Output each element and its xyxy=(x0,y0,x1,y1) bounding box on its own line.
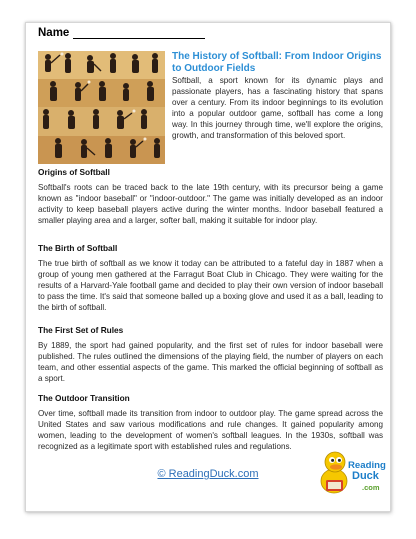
softball-players-picture xyxy=(38,51,165,164)
logo-text-duck: Duck xyxy=(352,470,379,482)
logo-text-reading: Reading xyxy=(348,460,386,471)
section-origins xyxy=(38,167,383,226)
softball-illustration xyxy=(38,51,165,164)
name-blank-line[interactable] xyxy=(73,28,205,39)
readingduck-link[interactable]: © ReadingDuck.com xyxy=(157,468,259,480)
section-outdoor-transition xyxy=(38,393,383,452)
section-body: Softball's roots can be traced back to the late 19th century, with its precursor being a game known as "indoor baseball" or "indoor-outdoor." The game was initially developed as an indoor activity to keep baseball players active during the winter months. Indoor baseball featured a smaller playing area and a larger, softer ball, making it suitable for indoor play. xyxy=(38,183,383,226)
name-label: Name xyxy=(38,27,70,39)
section-heading: The Outdoor Transition xyxy=(38,393,130,403)
readingduck-logo[interactable] xyxy=(318,447,388,499)
section-body: Over time, softball made its transition from indoor to outdoor play. The game spread across the United States and saw various modifications and rule changes. It gained popularity among women, leading to the development of women's softball leagues. In the 1930s, softball was recognized as a legitimate sport with established rules and regulations. xyxy=(38,409,383,452)
article-title: The History of Softball: From Indoor Origins to Outdoor Fields xyxy=(172,51,382,74)
section-body: By 1889, the sport had gained popularity, and the first set of rules for indoor baseball were published. The rules outlined the dimensions of the playing field, the number of players on each team, and other essential aspects of the game. This marked the official beginning of softball as a sport. xyxy=(38,341,383,384)
logo-text-com: .com xyxy=(362,483,380,492)
section-heading: The Birth of Softball xyxy=(38,243,118,253)
section-birth xyxy=(38,243,383,313)
section-first-rules xyxy=(38,325,383,384)
name-row xyxy=(38,27,205,39)
section-heading: The First Set of Rules xyxy=(38,325,124,335)
intro-paragraph: Softball, a sport known for its dynamic plays and passionate players, has a fascinating history that spans over a century. From its indoor beginnings to its evolution into a popular outdoor game, softball has come a long way. In this journey through time, we'll explore the origins, growth, and transformation of this beloved sport. xyxy=(172,76,383,141)
section-body: The true birth of softball as we know it today can be attributed to a fateful day in 1887 when a group of young men gathered at the Farragut Boat Club in Chicago. They were waiting for the results of a Harvard-Yale football game and decided to play their own version of indoor baseball to pass the time. It's said that someone balled up a boxing glove and used it as a ball, leading to the birth of softball. xyxy=(38,259,383,313)
section-heading: Origins of Softball xyxy=(38,167,110,177)
